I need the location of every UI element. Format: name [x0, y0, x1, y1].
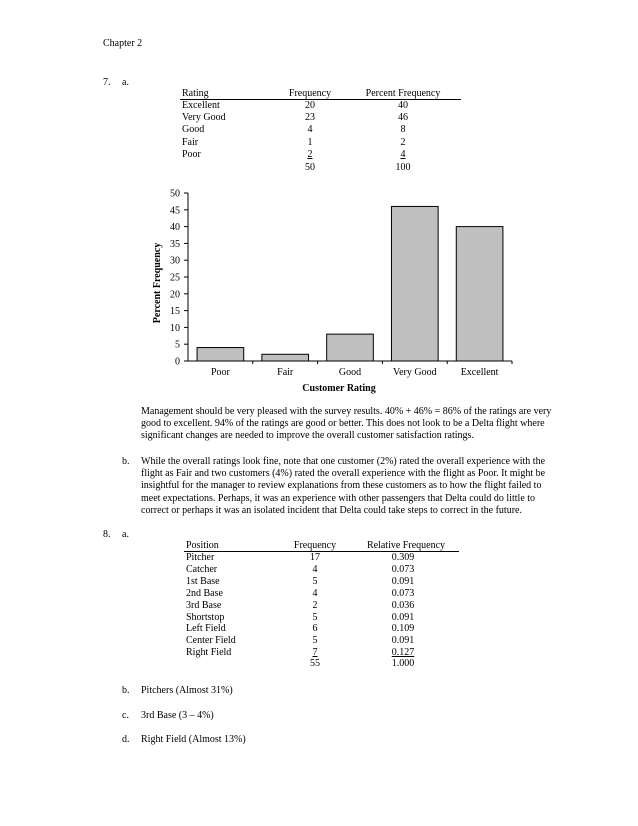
percent-frequency-bar-chart	[140, 185, 530, 400]
question-8-number: 8.	[103, 529, 111, 540]
question-7a-label: a.	[122, 77, 129, 88]
q8-cell-r2-c0: 1st Base	[186, 575, 220, 587]
chart-x-tick-label: Very Good	[392, 367, 437, 378]
chart-y-axis-label: Percent Frequency	[152, 242, 163, 324]
chart-y-tick-label: 5	[175, 339, 180, 351]
q8-header-position: Position	[186, 540, 219, 551]
q8-cell-r6-c2: 0.109	[391, 623, 415, 635]
q8-cell-r1-c0: Catcher	[186, 563, 218, 575]
q8-cell-r5-c0: Shortstop	[186, 611, 225, 623]
q8-header-relative: Relative Frequency	[366, 540, 446, 551]
chart-bar-very-good	[391, 206, 438, 361]
q7b-answer-text: While the overall ratings look fine, note that one customer (2%) rated the overall experience with the flight as Fair and two customers (4%) rated the overall experience with the flight as Poor. It might be insightful for the manager to review explanations from these customers as to how the flight failed to meet expectations. Perhaps, it was an experience with other passengers that Delta could do little to correct or perhaps it was an isolated incident that Delta could take steps to correct in the future.	[141, 456, 546, 516]
chart-y-tick-label: 35	[170, 238, 180, 250]
q7-cell-r3-c0: Fair	[182, 136, 199, 148]
q8-cell-r0-c0: Pitcher	[186, 552, 215, 563]
q8-cell-r8-c1: 7	[312, 647, 318, 659]
q7a-answer-text: Management should be very pleased with the survey results. 40% + 46% = 86% of the ratings are very good to excellent. 94% of the ratings are good or better. This does not look to be a Delta flight where significant changes are needed to improve the overall customer satisfaction ratings.	[141, 406, 552, 442]
chart-y-tick-label: 50	[170, 188, 180, 200]
q7-cell-r4-c0: Poor	[182, 148, 201, 160]
question-7-number: 7.	[103, 77, 111, 88]
q8-total-frequency: 55	[310, 658, 320, 669]
q8-cell-r7-c0: Center Field	[186, 635, 236, 647]
q8-cell-r4-c2: 0.036	[391, 599, 415, 611]
q7-header-frequency: Frequency	[288, 88, 332, 99]
chart-y-tick-label: 15	[170, 306, 180, 318]
q8-cell-r4-c1: 2	[312, 599, 318, 611]
q8b-answer-text: Pitchers (Almost 31%)	[141, 685, 233, 696]
q8-cell-r1-c1: 4	[312, 563, 318, 575]
q7-cell-r0-c0: Excellent	[182, 100, 220, 111]
q8-cell-r8-c2: 0.127	[391, 647, 415, 659]
chart-bar-excellent	[456, 227, 503, 361]
q7-cell-r2-c1: 4	[307, 124, 313, 136]
q8-cell-r8-c0: Right Field	[186, 647, 232, 659]
q8-cell-r2-c1: 5	[312, 575, 318, 587]
q7-cell-r2-c0: Good	[182, 124, 205, 136]
q8d-answer-text: Right Field (Almost 13%)	[141, 734, 246, 745]
q7-cell-r3-c1: 1	[307, 136, 313, 148]
chart-y-tick-label: 20	[170, 289, 180, 301]
chart-y-tick-label: 30	[170, 255, 180, 267]
chart-y-tick-label: 10	[170, 322, 180, 334]
chart-x-tick-label: Poor	[210, 367, 230, 378]
q8-cell-r5-c2: 0.091	[391, 611, 415, 623]
question-8b-label: b.	[122, 685, 130, 696]
q7-header-percent: Percent Frequency	[365, 88, 441, 99]
chart-y-tick-label: 45	[170, 205, 180, 217]
page-header: Chapter 2	[103, 38, 143, 49]
q7-cell-r2-c2: 8	[400, 124, 406, 136]
question-8a-label: a.	[122, 529, 129, 540]
q8-cell-r0-c1: 17	[310, 552, 320, 563]
q7-total-percent: 100	[395, 162, 411, 173]
question-8d-label: d.	[122, 734, 130, 745]
q8-cell-r0-c2: 0.309	[391, 552, 415, 563]
q8-cell-r3-c2: 0.073	[391, 587, 415, 599]
q8-cell-r1-c2: 0.073	[391, 563, 415, 575]
q8-cell-r3-c0: 2nd Base	[186, 587, 223, 599]
chart-x-axis-label: Customer Rating	[302, 383, 376, 394]
q8-cell-r5-c1: 5	[312, 611, 318, 623]
q7-cell-r1-c1: 23	[305, 112, 315, 124]
q7-cell-r3-c2: 2	[400, 136, 406, 148]
q8-cell-r2-c2: 0.091	[391, 575, 415, 587]
q8-cell-r4-c0: 3rd Base	[186, 599, 222, 611]
q7-cell-r1-c0: Very Good	[182, 112, 226, 124]
q7-cell-r0-c2: 40	[398, 100, 408, 111]
q8-cell-r3-c1: 4	[312, 587, 318, 599]
chart-bar-poor	[197, 348, 244, 361]
q8c-answer-text: 3rd Base (3 – 4%)	[141, 710, 214, 721]
chart-bar-fair	[262, 354, 309, 361]
q8-header-frequency: Frequency	[293, 540, 337, 551]
q7-cell-r4-c2: 4	[400, 148, 406, 160]
q8-cell-r6-c1: 6	[312, 623, 318, 635]
question-7b-label: b.	[122, 456, 130, 467]
q8-total-relative: 1.000	[391, 658, 415, 669]
q7-cell-r1-c2: 46	[398, 112, 408, 124]
question-8c-label: c.	[122, 710, 129, 721]
chart-bar-good	[327, 334, 374, 361]
q7-cell-r4-c1: 2	[307, 148, 313, 160]
q7-cell-r0-c1: 20	[305, 100, 315, 111]
q8-cell-r7-c1: 5	[312, 635, 318, 647]
chart-y-tick-label: 40	[170, 222, 180, 234]
chart-x-tick-label: Fair	[277, 367, 294, 378]
q8-cell-r6-c0: Left Field	[186, 623, 226, 635]
q7-header-rating: Rating	[182, 88, 209, 99]
q7-total-frequency: 50	[305, 162, 315, 173]
q8-cell-r7-c2: 0.091	[391, 635, 415, 647]
chart-y-tick-label: 0	[175, 356, 180, 368]
chart-x-tick-label: Excellent	[460, 367, 499, 378]
chart-x-tick-label: Good	[338, 367, 362, 378]
chart-y-tick-label: 25	[170, 272, 180, 284]
